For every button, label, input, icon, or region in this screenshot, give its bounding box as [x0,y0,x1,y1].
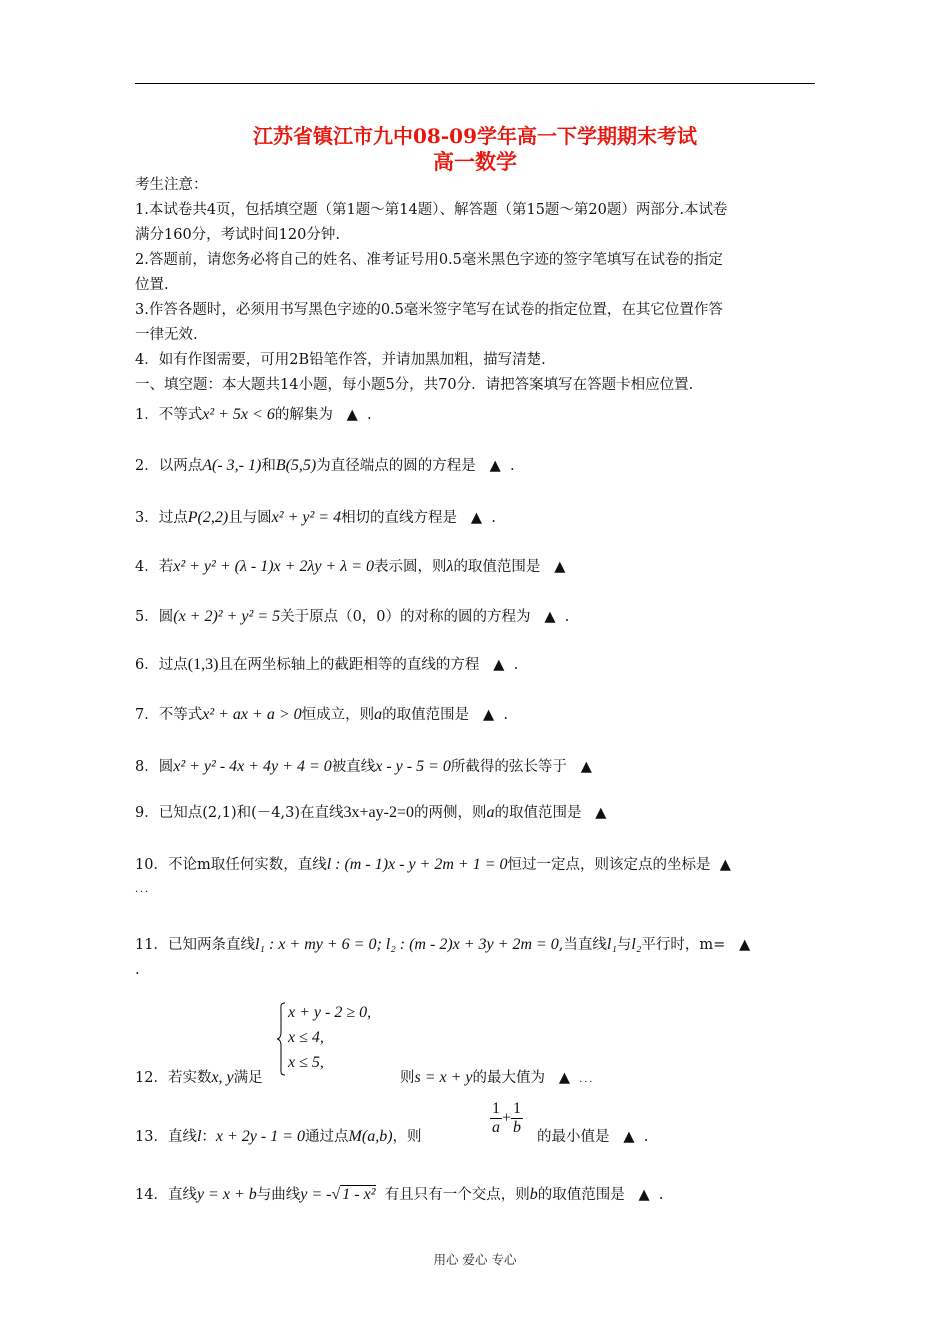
notice-heading: 考生注意： [135,177,208,193]
answer-mark: ▲ [558,1070,571,1086]
answer-mark: ▲ [595,805,607,821]
notice-line: 满分160分，考试时间120分钟. [135,227,340,243]
notice-line: 位置. [135,277,169,293]
q13-line: x + 2y - 1 = 0 [215,1128,306,1145]
question-9: 9．已知点(2,1)和(－4,3)在直线3x+ay-2=0的两侧，则a的取值范围是 ▲ [135,804,607,821]
question-11-tail: . [135,962,140,978]
notice-line: 3.作答各题时，必须用书写黑色字迹的0.5毫米签字笔写在试卷的指定位置，在其它位置作答 [135,302,723,318]
answer-mark: ▲ [493,657,505,673]
question-5: 5．圆(x + 2)² + y² = 5关于原点（0，0）的对称的圆的方程为 ▲ . [135,608,570,625]
q12-objective: s = x + y [414,1069,473,1086]
answer-mark: ▲ [470,510,483,526]
question-6: 6．过点(1,3)且在两坐标轴上的截距相等的直线的方程 ▲ . [135,656,519,673]
answer-mark: ▲ [623,1129,635,1145]
q12-constraint: x ≤ 4, [288,1029,324,1046]
header-rule [135,83,815,84]
answer-mark: ▲ [638,1187,650,1203]
answer-mark: ▲ [489,458,501,474]
q10-line: l : (m - 1)x - y + 2m + 1 = 0 [326,856,508,873]
notice-line: 4．如有作图需要，可用2B铅笔作答，并请加黑加粗，描写清楚. [135,352,546,368]
q2-point-b: B(5,5) [275,457,317,474]
q14-curve-radicand: 1 - x² [342,1186,376,1203]
q3-circle: x² + y² = 4 [271,509,342,526]
q13-fraction-sum: $\frac{1}{a}$ + $\frac{1}{b}$ [492,1100,522,1136]
question-14: 14．直线y = x + b与曲线y = -√ 1 - x² 有且只有一个交点，则b的取值范围是 ▲ . [135,1186,664,1203]
q12-constraint-system [288,1000,371,1075]
exam-subtitle: 高一数学 [433,149,517,174]
question-10-tail: ．．． [135,884,155,895]
q14-line: y = x + b [196,1186,257,1203]
question-12-objective: 则s = x + y的最大值为 ▲ ．．． [400,1069,600,1086]
question-11: 11．已知两条直线l₁ : x + my + 6 = 0; l₂ : (m - 2)x + 3y + 2m = 0,当直线l₁与l₂平行时，m= ▲ [135,936,751,953]
answer-mark: ▲ [554,559,566,575]
q6-point: (1,3) [187,656,219,673]
answer-mark: ▲ [482,707,495,723]
question-4: 4．若x² + y² + (λ - 1)x + 2λy + λ = 0表示圆，则λ的取值范围是 ▲ [135,558,566,575]
q8-line: x - y - 5 = 0 [375,758,451,775]
answer-mark: ▲ [739,937,751,953]
q4-equation: x² + y² + (λ - 1)x + 2λy + λ = 0 [173,558,374,575]
question-13-end: 的最小值是 ▲ . [537,1129,649,1145]
left-brace-icon [276,1002,286,1076]
q5-circle: (x + 2)² + y² = 5 [173,608,281,625]
question-1: 1．不等式x² + 5x < 6的解集为 ▲ . [135,406,372,423]
question-10: 10．不论m取任何实数，直线l : (m - 1)x - y + 2m + 1 = 0恒过一定点，则该定点的坐标是 ▲ [135,856,731,873]
question-13: 13．直线l：x + 2y - 1 = 0通过点M(a,b)，则 [135,1128,422,1145]
q13-fraction-a: $\frac{1}{a}$ [492,1100,500,1136]
exam-title: 江苏省镇江市九中08-09学年高一下学期期末考试 [253,124,697,148]
q13-point: M(a,b) [348,1128,393,1145]
notice-line: 2.答题前，请您务必将自己的姓名、准考证号用0.5毫米黑色字迹的签字笔填写在试卷的指定 [135,252,723,268]
notice-line: 一律无效. [135,327,198,343]
question-8: 8．圆x² + y² - 4x + 4y + 4 = 0被直线x - y - 5 = 0所截得的弦长等于 ▲ [135,758,592,775]
page-footer: 用心 爱心 专心 [433,1252,517,1267]
answer-mark: ▲ [580,759,592,775]
q9-line: 3x+ay-2=0 [343,804,414,821]
question-2: 2．以两点A(- 3,- 1)和B(5,5)为直径端点的圆的方程是 ▲ . [135,457,515,474]
q13-fraction-b: $\frac{1}{b}$ [513,1100,522,1136]
notice-line: 1.本试卷共4页，包括填空题（第1题～第14题）、解答题（第15题～第20题）两部分.本试卷 [135,202,728,218]
section-heading: 一、填空题：本大题共14小题，每小题5分，共70分．请把答案填写在答题卡相应位置. [135,377,694,393]
q8-circle: x² + y² - 4x + 4y + 4 = 0 [173,758,332,775]
q11-lines: l₁ : x + my + 6 = 0; l₂ : (m - 2)x + 3y + 2m = 0 [254,936,559,953]
question-12: 12．若实数x, y满足 [135,1069,263,1086]
question-3: 3．过点P(2,2)且与圆x² + y² = 4相切的直线方程是 ▲ . [135,509,496,526]
q12-constraint: x + y - 2 ≥ 0, [288,1004,372,1021]
answer-mark: ▲ [346,407,358,423]
q2-point-a: A(- 3,- 1) [202,457,262,474]
q12-constraint: x ≤ 5, [288,1054,324,1071]
question-7: 7．不等式x² + ax + a > 0恒成立，则a的取值范围是 ▲ . [135,706,508,723]
q1-expression: x² + 5x < 6 [202,406,275,423]
answer-mark: ▲ [544,609,556,625]
q7-inequality: x² + ax + a > 0 [202,706,302,723]
answer-mark: ▲ [719,857,731,873]
sqrt-icon: √ [331,1186,341,1203]
q3-point: P(2,2) [187,509,229,526]
